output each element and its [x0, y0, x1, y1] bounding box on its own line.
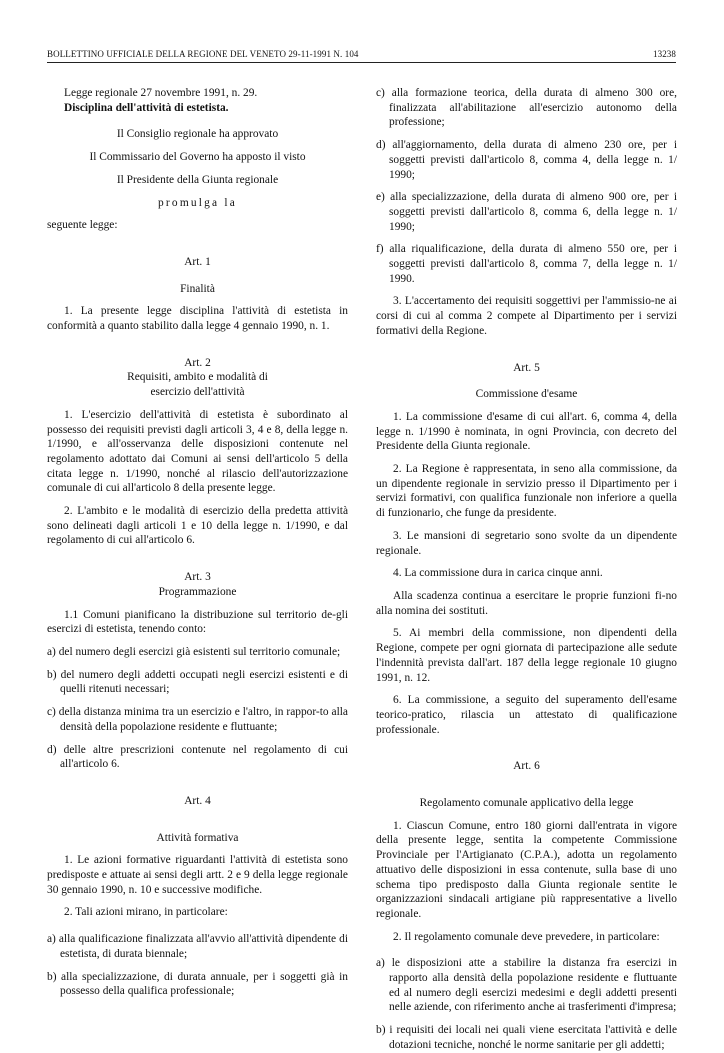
art5-paragraph: 3. Le mansioni di segretario sono svolte da un dipendente regionale. [376, 529, 677, 557]
law-title: Legge regionale 27 novembre 1991, n. 29. [64, 87, 258, 99]
bulletin-title: BOLLETTINO UFFICIALE DELLA REGIONE DEL VENETO 29-11-1991 N. 104 [47, 49, 359, 59]
art5-paragraph: Alla scadenza continua a esercitare le proprie funzioni fi-no alla nomina dei sostituti. [376, 589, 677, 617]
right-column [376, 86, 677, 1053]
art6-item: a) le disposizioni atte a stabilire la distanza fra esercizi in rapporto alla densità della popolazione residente e fluttuante ed al numero degli esercizi medesimi e degli addetti presenti nelle aziende, con riferimento anche ai trasferimenti d'impresa; [376, 957, 677, 1014]
art3-item: b) del numero degli addetti occupati negli esercizi esistenti e di quelli ritenuti necessari; [47, 668, 348, 696]
art1-title: Finalità [180, 282, 215, 295]
art5-paragraph: 6. La commissione, a seguito del superamento dell'esame teorico-pratico, rilascia un attestato di qualificazione professionale. [376, 694, 677, 736]
art2-paragraph: 1. L'esercizio dell'attività di estetista è subordinato al possesso dei requisiti previsti dagli articoli 3, 4 e 8, della legge n. 1/1990, e all'osservanza delle disposizioni contenute nel regolamento adottato dai Comuni ai sensi dell'articolo 5 della citata legge n. 1/1990, nonché al rilascio dell'autorizzazione comunale di cui all'articolo 8 della presente legge. [47, 408, 348, 495]
art3-item: d) delle altre prescrizioni contenute nel regolamento di cui all'articolo 6. [47, 743, 348, 771]
art4-item: a) alla qualificazione finalizzata all'avvio all'attività dipendente di estetista, di durata biennale; [47, 933, 348, 960]
art4-item: e) alla specializzazione, della durata di almeno 900 ore, per i soggetti previsti dall'articolo 8, comma 6, della legge n. 1/ 1990; [376, 191, 677, 233]
preamble-line: Il Consiglio regionale ha approvato [116, 128, 279, 141]
art2-paragraph: 2. L'ambito e le modalità di esercizio della predetta attività sono delineati dagli articoli 1 e 10 della legge n. 1/1990, e dal regolamento di cui all'articolo 6. [47, 505, 348, 547]
art4-number: Art. 4 [184, 794, 211, 807]
art5-paragraph: 4. La commissione dura in carica cinque anni. [393, 567, 603, 580]
art4-title: Attività formativa [156, 831, 239, 844]
header-rule [47, 62, 676, 63]
art1-paragraph: 1. La presente legge disciplina l'attività di estetista in conformità a quanto stabilito dalla legge 4 gennaio 1990, n. 1. [47, 305, 348, 333]
art2-number: Art. 2 [184, 356, 211, 369]
art5-paragraph: 1. La commissione d'esame di cui all'art. 6, comma 4, della legge n. 1/1990 è nominata, in ogni Provincia, con decreto del Presidente della Giunta regionale. [376, 410, 677, 453]
art5-title: Commissione d'esame [475, 388, 578, 401]
art6-number: Art. 6 [513, 760, 540, 773]
art2-title: Requisiti, ambito e modalità di esercizio dell'attività [127, 371, 268, 399]
art4-item: d) all'aggiornamento, della durata di almeno 230 ore, per i soggetti previsti dall'articolo 8, comma 4, della legge n. 1/ 1990; [376, 139, 677, 181]
art6-item: b) i requisiti dei locali nei quali viene esercitata l'attività e delle dotazioni tecniche, nonché le norme sanitarie per gli addetti; [376, 1024, 677, 1051]
art4-item: b) alla specializzazione, di durata annuale, per i soggetti già in possesso della qualifica professionale; [47, 970, 348, 998]
art3-title: Programmazione [158, 585, 237, 598]
art6-paragraph: 1. Ciascun Comune, entro 180 giorni dall'entrata in vigore della presente legge, sentita la competente Commissione Provinciale per l'Artigianato (C.P.A.), adotta un regolamento attuativo delle disposizioni in essa contenute, sulla base di uno schema tipo predisposto dalla Giunta regionale sentite le organizzazioni sindacali artigiane più rappresentative a livello regionale. [376, 819, 677, 920]
art5-paragraph: 2. La Regione è rappresentata, in seno alla commissione, da un dipendente regionale in servizio presso il Dipartimento per i servizi formativi, con qualifica funzionale non inferiore a quella di funzionario, che funge da presidente. [376, 463, 677, 520]
art3-number: Art. 3 [184, 571, 211, 584]
art3-item: c) della distanza minima tra un esercizio e l'altro, in rappor-to alla densità della popolazione residente e fluttuante; [47, 706, 348, 733]
art4-paragraph: 3. L'accertamento dei requisiti soggettivi per l'ammissio-ne ai corsi di cui al comma 2 compete al Dipartimento per i servizi formativi della Regione. [376, 295, 677, 337]
art5-number: Art. 5 [513, 361, 540, 374]
page-number: 13238 [653, 49, 676, 59]
art4-item: f) alla riqualificazione, della durata di almeno 550 ore, per i soggetti previsti dall'articolo 8, comma 7, della legge n. 1/ 1990. [376, 243, 677, 285]
art6-title: Regolamento comunale applicativo della legge [419, 797, 634, 810]
art4-paragraph: 1. Le azioni formative riguardanti l'attività di estetista sono predisposte e attuate ai sensi degli artt. 2 e 9 della legge regionale 30 gennaio 1990, n. 10 e successive modifiche. [47, 854, 348, 896]
art3-item: a) del numero degli esercizi già esistenti sul territorio comunale; [47, 645, 341, 658]
art6-paragraph: 2. Il regolamento comunale deve prevedere, in particolare: [393, 930, 660, 943]
preamble-seguente: seguente legge: [47, 219, 118, 232]
preamble-line: Il Presidente della Giunta regionale [116, 173, 279, 186]
art4-paragraph: 2. Tali azioni mirano, in particolare: [64, 906, 228, 919]
law-subject: Disciplina dell'attività di estetista. [64, 101, 229, 114]
preamble-promulga: promulga la [158, 196, 237, 209]
art3-paragraph: 1.1 Comuni pianificano la distribuzione sul territorio de-gli esercizi di estetista, tenendo conto: [47, 608, 348, 636]
left-column [47, 86, 348, 999]
page-header [47, 49, 676, 63]
art4-item: c) alla formazione teorica, della durata di almeno 300 ore, finalizzata all'abilitazione all'esercizio autonomo della professione; [376, 87, 677, 129]
preamble-line: Il Commissario del Governo ha apposto il visto [89, 151, 306, 164]
art5-paragraph: 5. Ai membri della commissione, non dipendenti della Regione, compete per ogni giornata di partecipazione alle sedute l'indennità prevista dall'art. 187 della legge regionale 10 giugno 1991, n. 12. [376, 627, 677, 684]
art1-number: Art. 1 [184, 255, 211, 268]
